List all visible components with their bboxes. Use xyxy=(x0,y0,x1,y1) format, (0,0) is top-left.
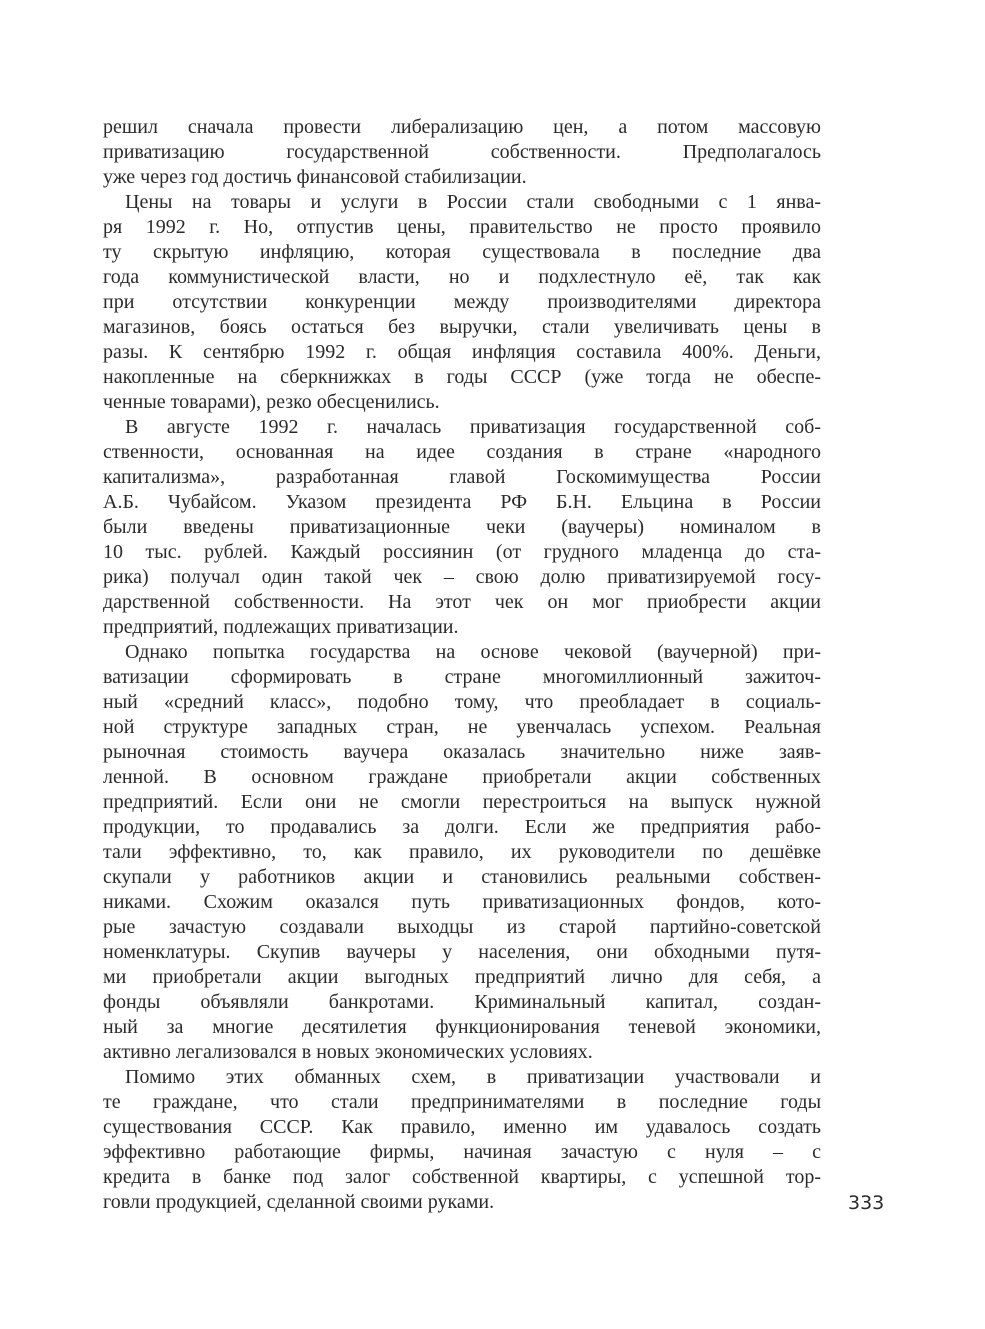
paragraph xyxy=(103,1065,821,1215)
text-line: ной структуре западных стран, не увенчалась успехом. Реальная xyxy=(103,716,821,738)
paragraph xyxy=(103,415,821,640)
text-line: В августе 1992 г. началась приватизация государственной соб- xyxy=(125,416,821,438)
text-line: ленной. В основном граждане приобретали акции собственных xyxy=(103,766,821,788)
text-line: года коммунистической власти, но и подхлестнуло её, так как xyxy=(103,266,821,288)
text-line: уже через год достичь финансовой стабилизации. xyxy=(103,166,527,188)
text-line: Цены на товары и услуги в России стали свободными с 1 янва- xyxy=(125,191,821,213)
text-line: никами. Схожим оказался путь приватизационных фондов, кото- xyxy=(103,891,821,913)
paragraph xyxy=(103,640,821,1065)
text-line: дарственной собственности. На этот чек он мог приобрести акции xyxy=(103,591,821,613)
text-line: тали эффективно, то, как правило, их руководители по дешёвке xyxy=(103,841,821,863)
text-line: номенклатуры. Скупив ваучеры у населения, они обходными путя- xyxy=(103,941,821,963)
text-line: ватизации сформировать в стране многомиллионный зажиточ- xyxy=(103,666,821,688)
text-line: ственности, основанная на идее создания в стране «народного xyxy=(103,441,821,463)
text-line: ный за многие десятилетия функционирования теневой экономики, xyxy=(103,1016,821,1038)
text-line: активно легализовался в новых экономических условиях. xyxy=(103,1041,593,1063)
text-line: предприятий, подлежащих приватизации. xyxy=(103,616,459,638)
text-line: те граждане, что стали предпринимателями в последние годы xyxy=(103,1091,821,1113)
paragraph xyxy=(103,115,821,190)
text-line: капитализма», разработанная главой Госкомимущества России xyxy=(103,466,821,488)
text-line: А.Б. Чубайсом. Указом президента РФ Б.Н. Ельцина в России xyxy=(103,491,821,513)
text-line: ми приобретали акции выгодных предприятий лично для себя, а xyxy=(103,966,821,988)
text-line: магазинов, боясь остаться без выручки, стали увеличивать цены в xyxy=(103,316,821,338)
text-line: фонды объявляли банкротами. Криминальный капитал, создан- xyxy=(103,991,821,1013)
text-line: 10 тыс. рублей. Каждый россиянин (от грудного младенца до ста- xyxy=(103,541,821,563)
text-line: были введены приватизационные чеки (ваучеры) номиналом в xyxy=(103,516,821,538)
text-line: при отсутствии конкуренции между производителями директора xyxy=(103,291,821,313)
text-line: продукции, то продавались за долги. Если же предприятия рабо- xyxy=(103,816,821,838)
text-line: рика) получал один такой чек – свою долю приватизируемой госу- xyxy=(103,566,821,588)
text-line: рые зачастую создавали выходцы из старой партийно-советской xyxy=(103,916,821,938)
text-line: разы. К сентябрю 1992 г. общая инфляция составила 400%. Деньги, xyxy=(103,341,821,363)
text-line: скупали у работников акции и становились реальными собствен- xyxy=(103,866,821,888)
text-line: ный «средний класс», подобно тому, что преобладает в социаль- xyxy=(103,691,821,713)
text-line: ту скрытую инфляцию, которая существовала в последние два xyxy=(103,241,821,263)
body-text xyxy=(103,115,821,1215)
paragraph xyxy=(103,190,821,415)
text-line: кредита в банке под залог собственной квартиры, с успешной тор- xyxy=(103,1166,821,1188)
text-line: накопленные на сберкнижках в годы СССР (уже тогда не обеспе- xyxy=(103,366,821,388)
page-number: 333 xyxy=(848,1192,885,1214)
text-line: приватизацию государственной собственности. Предполагалось xyxy=(103,141,821,163)
text-line: предприятий. Если они не смогли перестроиться на выпуск нужной xyxy=(103,791,821,813)
text-line: ря 1992 г. Но, отпустив цены, правительство не просто проявило xyxy=(103,216,821,238)
text-line: Помимо этих обманных схем, в приватизации участвовали и xyxy=(125,1066,821,1088)
text-line: ченные товарами), резко обесценились. xyxy=(103,391,440,413)
text-line: говли продукцией, сделанной своими руками. xyxy=(103,1191,495,1213)
text-line: Однако попытка государства на основе чековой (ваучерной) при- xyxy=(125,641,821,663)
text-line: эффективно работающие фирмы, начиная зачастую с нуля – с xyxy=(103,1141,821,1163)
text-line: рыночная стоимость ваучера оказалась значительно ниже заяв- xyxy=(103,741,821,763)
text-line: решил сначала провести либерализацию цен, а потом массовую xyxy=(103,116,821,138)
text-line: существования СССР. Как правило, именно им удавалось создать xyxy=(103,1116,821,1138)
